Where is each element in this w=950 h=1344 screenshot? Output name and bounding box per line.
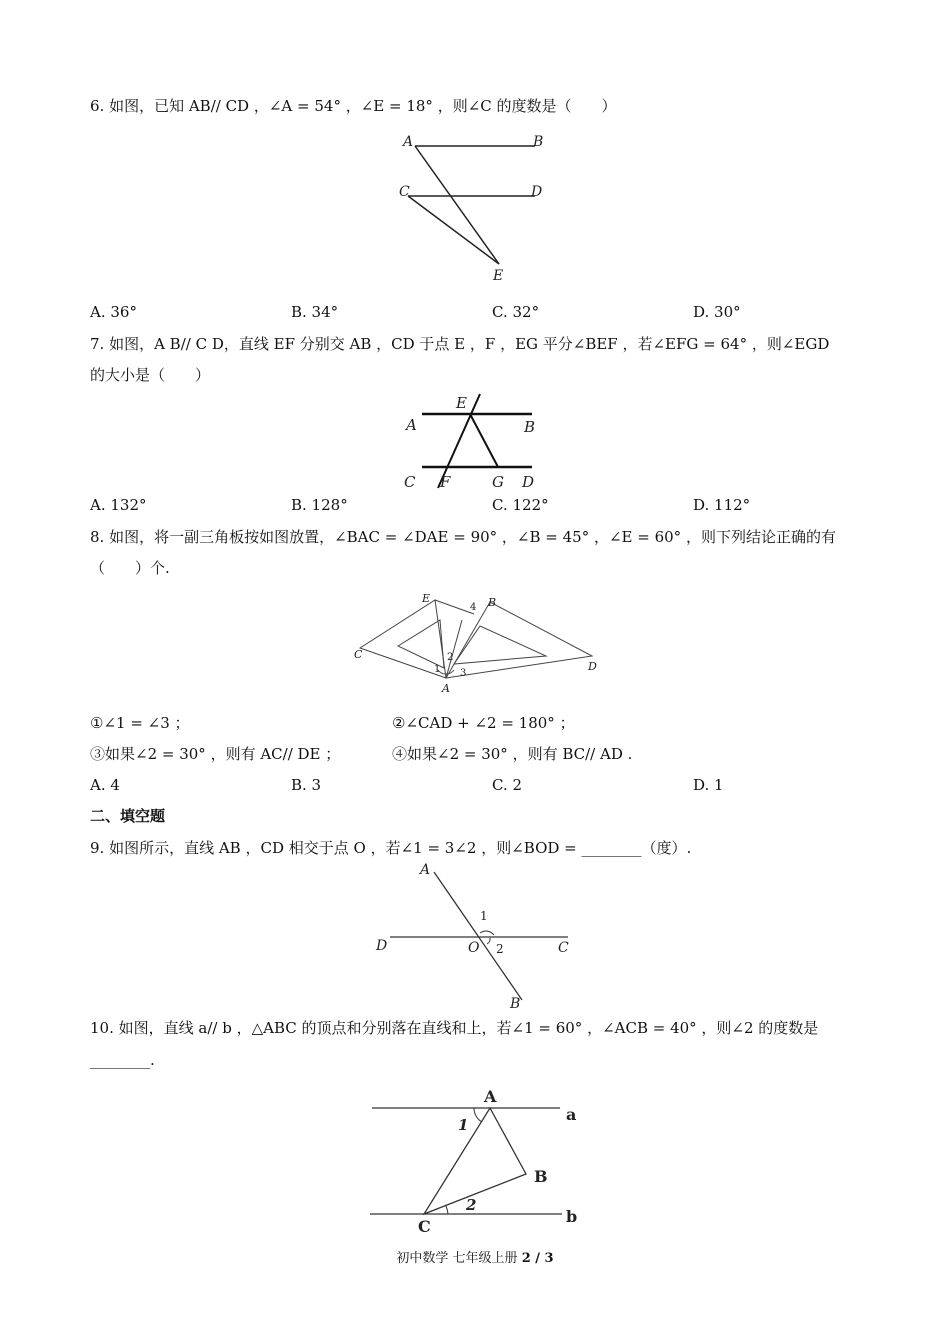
q7-option-a: A. 132° xyxy=(90,496,147,514)
q6-label-d: D xyxy=(531,184,543,200)
q8-stem-line1: 8. 如图，将一副三角板按如图放置，∠BAC = ∠DAE = 90° ，∠B = 45° ，∠E = 60° ，则下列结论正确的有 xyxy=(90,528,836,546)
page-footer xyxy=(0,1247,950,1266)
q10-label-angle-2: 2 xyxy=(466,1196,477,1214)
q9-label-a: A xyxy=(420,862,431,878)
q7-option-d: D. 112° xyxy=(693,496,751,514)
q9-label-o: O xyxy=(468,940,480,956)
q10-label-c: C xyxy=(418,1217,431,1236)
q7-label-e: E xyxy=(456,394,467,412)
q6-stem: 6. 如图，已知 AB// CD ，∠A = 54° ，∠E = 18° ，则∠C 的度数是（ ） xyxy=(90,97,617,115)
q6-label-c: C xyxy=(399,184,410,200)
q10-label-line-a: a xyxy=(566,1105,577,1124)
q9-stem: 9. 如图所示，直线 AB ，CD 相交于点 O ，若∠1 = 3∠2 ，则∠BOD = ________（度）. xyxy=(90,839,692,857)
q7-label-b: B xyxy=(524,418,536,436)
q8-statement-1: ①∠1 = ∠3 ； xyxy=(90,714,190,732)
q10-label-a: A xyxy=(484,1087,497,1106)
q7-label-f: F xyxy=(440,473,451,491)
q7-figure xyxy=(400,390,560,496)
q6-option-c: C. 32° xyxy=(492,303,540,321)
q8-label-angle-2: 2 xyxy=(447,652,454,663)
q7-option-b: B. 128° xyxy=(291,496,348,514)
page-number: 2 / 3 xyxy=(521,1251,554,1266)
q8-figure xyxy=(350,590,610,704)
q10-label-angle-1: 1 xyxy=(458,1116,469,1134)
q8-option-b: B. 3 xyxy=(291,776,322,794)
q9-label-angle-2: 2 xyxy=(496,942,504,956)
q10-label-line-b: b xyxy=(566,1207,578,1226)
q6-label-b: B xyxy=(533,134,544,150)
q8-label-a: A xyxy=(442,682,450,695)
q10-stem-line2: ________. xyxy=(90,1051,155,1069)
q9-figure xyxy=(372,860,582,1014)
q7-stem-line2: 的大小是（ ） xyxy=(90,366,211,384)
q8-label-angle-4: 4 xyxy=(470,602,477,613)
q8-label-e: E xyxy=(422,592,431,605)
q9-label-b: B xyxy=(510,996,521,1010)
q6-option-b: B. 34° xyxy=(291,303,339,321)
q6-option-d: D. 30° xyxy=(693,303,741,321)
q10-figure xyxy=(362,1080,592,1244)
q9-label-d: D xyxy=(376,938,388,954)
q6-figure xyxy=(395,128,555,292)
footer-text: 初中数学 七年级上册 xyxy=(396,1251,518,1266)
q6-label-a: A xyxy=(403,134,414,150)
q10-stem-line1: 10. 如图，直线 a// b ，△ABC 的顶点和分别落在直线和上，若∠1 = 60° ，∠ACB = 40° ，则∠2 的度数是 xyxy=(90,1019,819,1037)
q7-label-c: C xyxy=(404,473,416,491)
q8-statement-3: ③如果∠2 = 30° ，则有 AC// DE ； xyxy=(90,745,341,763)
q8-option-c: C. 2 xyxy=(492,776,523,794)
q8-option-a: A. 4 xyxy=(90,776,120,794)
q6-label-e: E xyxy=(493,268,504,284)
q8-label-c: C xyxy=(354,648,363,661)
q8-label-d: D xyxy=(588,660,597,673)
q7-option-c: C. 122° xyxy=(492,496,549,514)
q7-label-d: D xyxy=(522,473,535,491)
q9-label-c: C xyxy=(558,940,569,956)
q8-stem-line2: （ ）个. xyxy=(90,559,170,577)
q7-label-a: A xyxy=(406,416,417,434)
q8-statement-2: ②∠CAD + ∠2 = 180° ； xyxy=(392,714,575,732)
q10-label-b: B xyxy=(534,1167,548,1186)
section-heading-fill-in: 二、填空题 xyxy=(90,807,166,825)
q6-option-a: A. 36° xyxy=(90,303,137,321)
q8-statement-4: ④如果∠2 = 30° ，则有 BC// AD . xyxy=(392,745,633,763)
q7-stem-line1: 7. 如图，A B// C D，直线 EF 分别交 AB ，CD 于点 E ，F ，EG 平分∠BEF ，若∠EFG = 64° ，则∠EGD xyxy=(90,335,830,353)
q8-option-d: D. 1 xyxy=(693,776,724,794)
q8-label-angle-3: 3 xyxy=(460,668,467,679)
q9-label-angle-1: 1 xyxy=(480,909,488,923)
q8-label-b: B xyxy=(488,596,497,609)
q8-label-angle-1: 1 xyxy=(434,664,441,675)
q7-label-g: G xyxy=(492,473,504,491)
